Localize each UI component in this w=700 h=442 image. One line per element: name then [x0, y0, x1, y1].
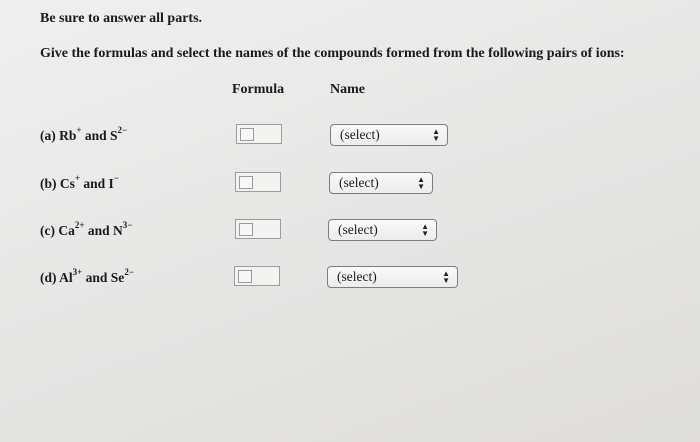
formula-subscript-box[interactable]: [238, 270, 252, 283]
up-down-arrows-icon: ▲ ▼: [417, 175, 425, 191]
question-row-a: [0, 122, 700, 152]
instruction-text: Be sure to answer all parts.: [40, 11, 203, 26]
ion-pair-label-c: (c) $Ca^{2+}$ and $N^{3-}$: [40, 220, 133, 238]
formula-input-a[interactable]: [236, 124, 282, 144]
name-select-c[interactable]: (select) ▲ ▼: [328, 219, 437, 241]
name-select-b[interactable]: (select) ▲ ▼: [329, 172, 433, 194]
question-row-d: [0, 264, 700, 294]
name-column-header: Name: [330, 82, 365, 97]
name-select-a[interactable]: (select) ▲ ▼: [330, 124, 448, 146]
name-select-d[interactable]: (select) ▲ ▼: [327, 266, 458, 288]
formula-subscript-box[interactable]: [240, 128, 254, 141]
up-down-arrows-icon: ▲ ▼: [421, 222, 429, 238]
question-row-c: [0, 217, 700, 247]
formula-input-d[interactable]: [234, 266, 280, 286]
formula-input-c[interactable]: [235, 219, 281, 239]
formula-subscript-box[interactable]: [239, 223, 253, 236]
ion-pair-label-a: (a) Rb+ and $S^{2-}$: [40, 125, 128, 143]
up-down-arrows-icon: ▲ ▼: [442, 269, 450, 285]
up-down-arrows-icon: ▲ ▼: [432, 127, 440, 143]
formula-column-header: Formula: [232, 82, 285, 97]
question-row-b: [0, 170, 700, 200]
formula-input-b[interactable]: [235, 172, 281, 192]
question-text: Give the formulas and select the names of the compounds formed from the following pairs of ions:: [40, 46, 625, 61]
ion-pair-label-b: (b) Cs+ and I−: [40, 173, 119, 191]
ion-pair-label-d: (d) $Al^{3+}$ and $Se^{2-}$: [40, 267, 134, 285]
formula-subscript-box[interactable]: [239, 176, 253, 189]
